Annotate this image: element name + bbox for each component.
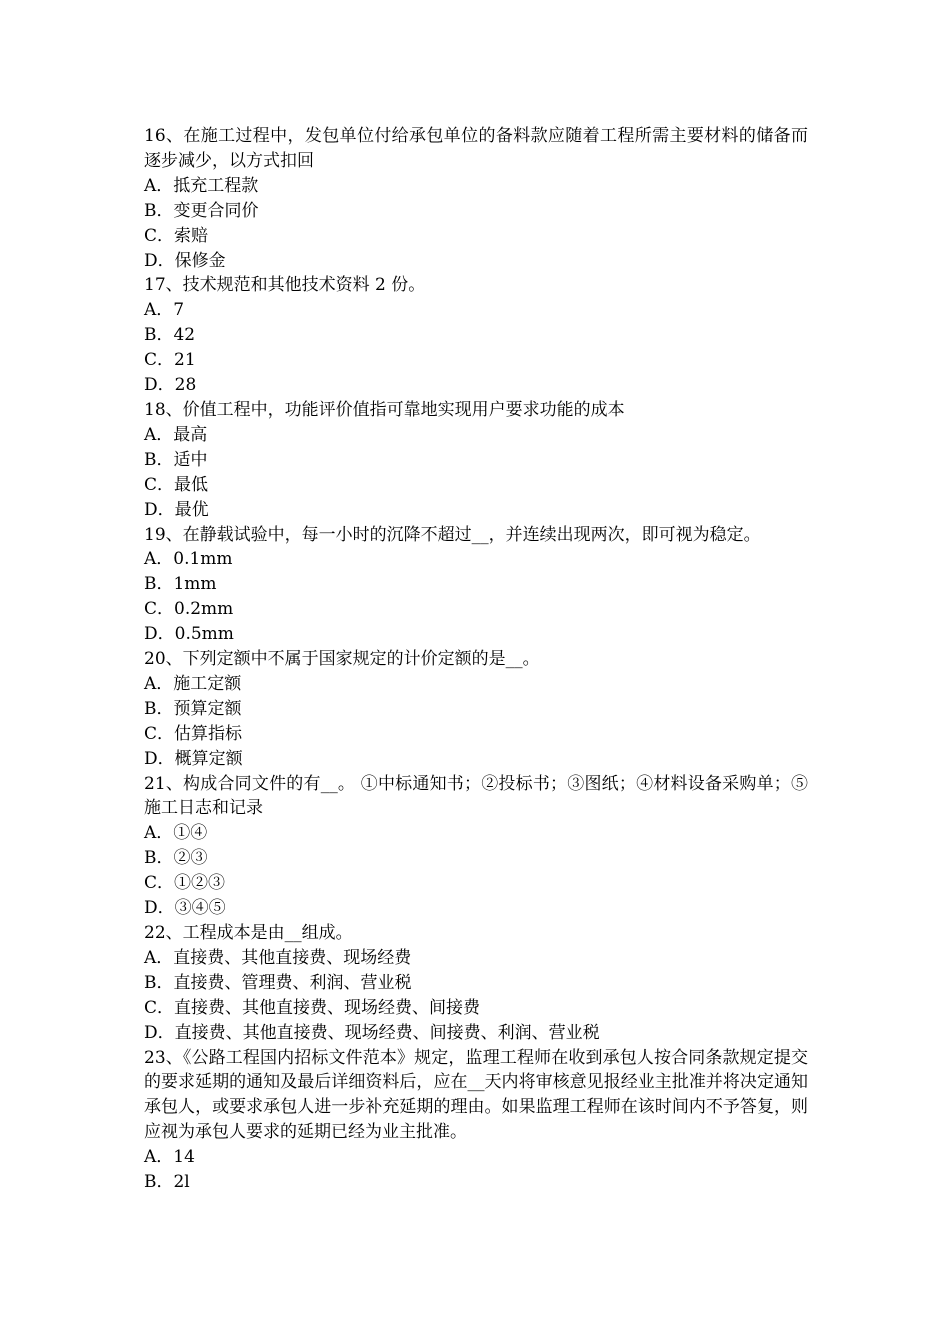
option-b: B．2l	[144, 1172, 190, 1193]
option-a: A．7	[144, 300, 185, 321]
option-c: C．①②③	[144, 873, 226, 894]
question-stem: 22、工程成本是由__组成。	[144, 923, 353, 943]
question-stem: 16、在施工过程中，发包单位付给承包单位的备料款应随着工程所需主要材料的储备而逐步减少，以方式扣回	[144, 126, 808, 171]
option-a: A．施工定额	[144, 673, 242, 694]
option-b: B．42	[144, 325, 196, 346]
option-d: D．③④⑤	[144, 898, 226, 919]
option-c: C．直接费、其他直接费、现场经费、间接费	[144, 997, 481, 1018]
option-c: C．索赔	[144, 225, 209, 246]
option-c: C．最低	[144, 474, 209, 495]
question-17	[144, 273, 808, 398]
question-18	[144, 398, 808, 523]
option-d: D．概算定额	[144, 748, 243, 769]
option-d: D．直接费、其他直接费、现场经费、间接费、利润、营业税	[144, 1022, 600, 1043]
question-23	[144, 1046, 808, 1195]
option-a: A．直接费、其他直接费、现场经费	[144, 947, 412, 968]
option-c: C．0.2mm	[144, 599, 234, 620]
question-stem: 18、价值工程中，功能评价值指可靠地实现用户要求功能的成本	[144, 399, 625, 420]
option-b: B．直接费、管理费、利润、营业税	[144, 972, 412, 993]
option-b: B．适中	[144, 449, 208, 470]
question-stem: 19、在静载试验中，每一小时的沉降不超过__，并连续出现两次，即可视为稳定。	[144, 524, 761, 545]
question-21	[144, 772, 808, 921]
option-b: B．②③	[144, 848, 208, 869]
question-stem: 23、《公路工程国内招标文件范本》规定，监理工程师在收到承包人按合同条款规定提交的要求延期的通知及最后详细资料后，应在__天内将审核意见报经业主批准并将决定通知承包人，或要求承包人进一步补充延期的理由。如果监理工程师在该时间内不予答复，则应视为承包人要求的延期已经为业主批准。	[144, 1047, 808, 1143]
question-22	[144, 921, 808, 1046]
question-stem: 17、技术规范和其他技术资料 2 份。	[144, 275, 426, 296]
option-c: C．21	[144, 350, 196, 371]
option-b: B．变更合同价	[144, 200, 259, 221]
option-d: D．最优	[144, 499, 209, 520]
option-a: A．①④	[144, 823, 208, 844]
question-20	[144, 647, 808, 772]
option-a: A．14	[144, 1147, 195, 1168]
question-16	[144, 124, 808, 273]
option-d: D．0.5mm	[144, 624, 234, 645]
option-a: A．最高	[144, 424, 208, 445]
question-stem: 20、下列定额中不属于国家规定的计价定额的是__。	[144, 649, 540, 670]
question-stem: 21、构成合同文件的有__。 ①中标通知书；②投标书；③图纸；④材料设备采购单；⑤施工日志和记录	[144, 773, 808, 819]
option-a: A．抵充工程款	[144, 175, 259, 196]
option-d: D．保修金	[144, 250, 226, 271]
option-b: B．预算定额	[144, 698, 242, 719]
option-b: B．1mm	[144, 574, 217, 595]
option-d: D．28	[144, 375, 197, 396]
question-19	[144, 523, 808, 648]
document-page	[144, 124, 808, 1195]
option-c: C．估算指标	[144, 723, 243, 744]
option-a: A．0.1mm	[144, 549, 233, 570]
